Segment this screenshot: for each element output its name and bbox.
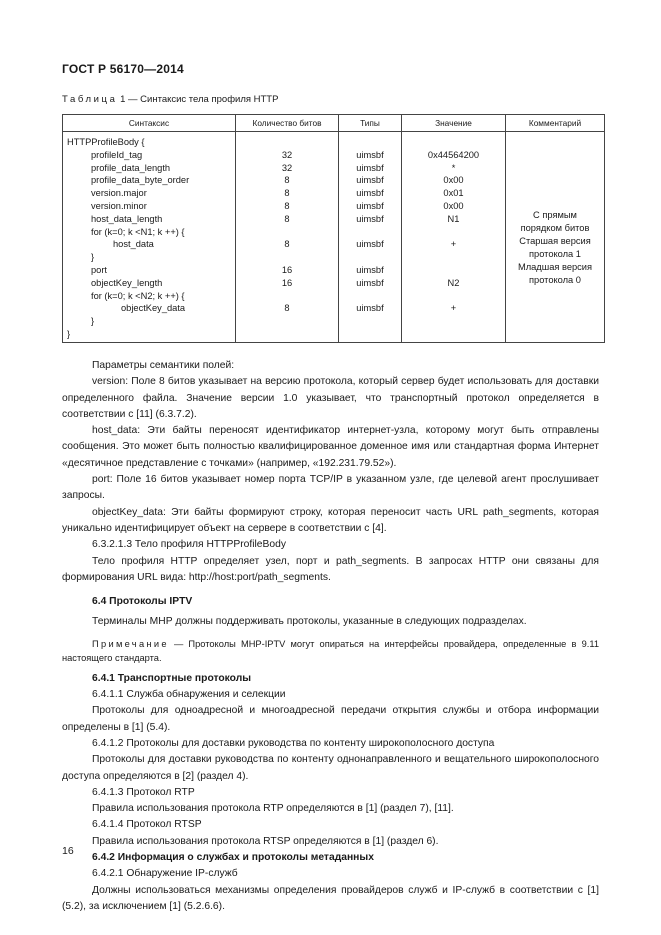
field-value: 0x01: [443, 188, 464, 199]
body-text: [62, 358, 599, 915]
column-header-comment: Комментарий: [506, 115, 605, 132]
field-value: 0x44564200: [427, 149, 480, 160]
note-text: — Протоколы МНР-IPTV могут опираться на интерфейсы провайдера, определенные в 9.11 настоящего стандарта.: [62, 638, 599, 663]
table-body-row: [63, 132, 605, 343]
column-header-syntax: Синтаксис: [63, 115, 236, 132]
field-value: +: [450, 303, 457, 314]
syntax-line: port: [91, 265, 108, 275]
column-header-value: Значение: [402, 115, 506, 132]
paragraph: Параметры семантики полей:: [92, 360, 235, 371]
section-heading: 6.3.2.1.3 Тело профиля HTTPProfileBody: [92, 539, 286, 551]
syntax-line: version.major: [91, 188, 147, 199]
comment-line: Старшая версия: [519, 236, 591, 246]
syntax-line: }: [67, 329, 71, 339]
syntax-line: HTTPProfileBody {: [67, 137, 145, 147]
bits-value: 8: [284, 303, 290, 314]
paragraph: port: Поле 16 битов указывает номер порта TCP/IP в указанном узле, где целевой агент прослушивает запросы.: [62, 474, 599, 502]
note-label: Примечание: [92, 638, 169, 649]
comment-line: протокола 0: [529, 275, 581, 285]
bits-value: 8: [284, 188, 290, 199]
syntax-line: }: [91, 316, 95, 327]
syntax-line: host_data: [113, 239, 154, 250]
section-heading: 6.4.1 Транспортные протоколы: [92, 672, 252, 684]
note: [62, 637, 599, 665]
field-value: *: [451, 162, 456, 173]
table-caption: [62, 94, 278, 105]
paragraph: Терминалы МНР должны поддерживать протоколы, указанные в следующих подразделах.: [92, 616, 527, 628]
bits-value: 8: [284, 239, 290, 250]
type-value: uimsbf: [356, 239, 384, 250]
subsection-heading: 6.4.1.1 Служба обнаружения и селекции: [92, 689, 286, 701]
syntax-line: }: [91, 252, 95, 263]
bits-value: 32: [281, 162, 293, 173]
paragraph: objectKey_data: Эти байты формируют строку, которая переносит часть URL path_segments, которая уникально идентифицирует объект на сервере в соответствии с [4].: [62, 506, 599, 534]
section-heading: 6.4 Протоколы IPTV: [92, 596, 193, 608]
field-value: N1: [447, 213, 460, 224]
paragraph: Правила использования протокола RTP определяются в [1] (раздел 7), [11].: [92, 803, 454, 815]
bits-cell: [236, 132, 339, 343]
paragraph: version: Поле 8 битов указывает на версию протокола, который сервер будет использовать для доставки определенного файла. Значение версии 1.0 указывает, что транспортный протокол определяется в соответствии с [11] (6.3.7.2).: [62, 376, 599, 420]
syntax-line: profile_data_byte_order: [91, 175, 190, 186]
paragraph: Тело профиля HTTP определяет узел, порт и path_segments. В запросах HTTP они связаны для формирования URL вида: http://host:port/path_segments.: [62, 555, 599, 583]
column-header-bits: Количество битов: [236, 115, 339, 132]
syntax-cell: [63, 132, 236, 343]
syntax-line: objectKey_data: [121, 303, 186, 314]
comment-line: Младшая версия: [517, 262, 593, 272]
field-value: N2: [447, 277, 460, 288]
subsection-heading: 6.4.2.1 Обнаружение IP-служб: [92, 868, 238, 880]
type-value: uimsbf: [356, 265, 384, 275]
type-value: uimsbf: [356, 303, 384, 314]
type-value: uimsbf: [356, 175, 384, 186]
subsection-heading: 6.4.1.2 Протоколы для доставки руководства по контенту широкополосного доступа: [92, 737, 495, 749]
bits-value: 32: [281, 149, 293, 160]
paragraph: Протоколы для одноадресной и многоадресной передачи открытия службы и отбора информации определены в [1] (5.4).: [62, 705, 599, 733]
bits-value: 8: [284, 201, 290, 211]
syntax-line: for (k=0; k <N2; k ++) {: [91, 290, 185, 301]
type-value: uimsbf: [356, 162, 384, 173]
syntax-line: version.minor: [91, 201, 147, 211]
type-value: uimsbf: [356, 213, 384, 224]
paragraph: host_data: Эти байты переносят идентификатор интернет-узла, которому могут быть отправлены сообщения. Это может быть полностью квалифицированное доменное имя или стандартная форма Интернет «десятичное представление с точками» (например, «192.231.79.52»).: [62, 425, 599, 469]
column-header-types: Типы: [339, 115, 402, 132]
paragraph: Должны использоваться механизмы определения провайдеров служб и IP-служб в соответствии с [1] (5.2), за исключением [1] (5.2.6.6).: [62, 884, 599, 912]
value-cell: [402, 132, 506, 343]
type-value: uimsbf: [356, 188, 384, 199]
syntax-line: profileId_tag: [91, 149, 143, 160]
document-header: ГОСТ Р 56170—2014: [62, 62, 184, 76]
bits-value: 8: [284, 213, 290, 224]
types-cell: [339, 132, 402, 343]
bits-value: 16: [281, 277, 293, 288]
table-caption-text: 1 — Синтаксис тела профиля HTTP: [117, 94, 279, 105]
table-caption-word: Таблица: [62, 94, 118, 105]
page-number: 16: [62, 845, 74, 857]
syntax-line: objectKey_length: [91, 277, 163, 288]
type-value: uimsbf: [356, 277, 384, 288]
syntax-line: host_data_length: [91, 213, 163, 224]
comment-cell: [506, 132, 605, 343]
field-value: 0x00: [443, 201, 464, 211]
comment-line: протокола 1: [529, 249, 581, 259]
comment-line: порядком битов: [520, 223, 590, 233]
section-heading: 6.4.2 Информация о службах и протоколы метаданных: [92, 852, 374, 864]
subsection-heading: 6.4.1.4 Протокол RTSP: [92, 819, 202, 831]
paragraph: Протоколы для доставки руководства по контенту однонаправленного и вещательного широкополосного доступа определяются в [2] (раздел 4).: [62, 754, 599, 782]
field-value: +: [450, 239, 457, 250]
bits-value: 16: [281, 265, 293, 275]
paragraph: Правила использования протокола RTSP определяются в [1] (раздел 6).: [92, 835, 439, 847]
subsection-heading: 6.4.1.3 Протокол RTP: [92, 786, 195, 798]
syntax-table: [62, 114, 605, 343]
field-value: 0x00: [443, 175, 464, 186]
bits-value: 8: [284, 175, 290, 186]
syntax-line: profile_data_length: [91, 162, 171, 173]
type-value: uimsbf: [356, 149, 384, 160]
table-header-row: [63, 115, 605, 132]
comment-line: С прямым: [533, 210, 577, 220]
syntax-line: for (k=0; k <N1; k ++) {: [91, 226, 185, 237]
type-value: uimsbf: [356, 201, 384, 211]
